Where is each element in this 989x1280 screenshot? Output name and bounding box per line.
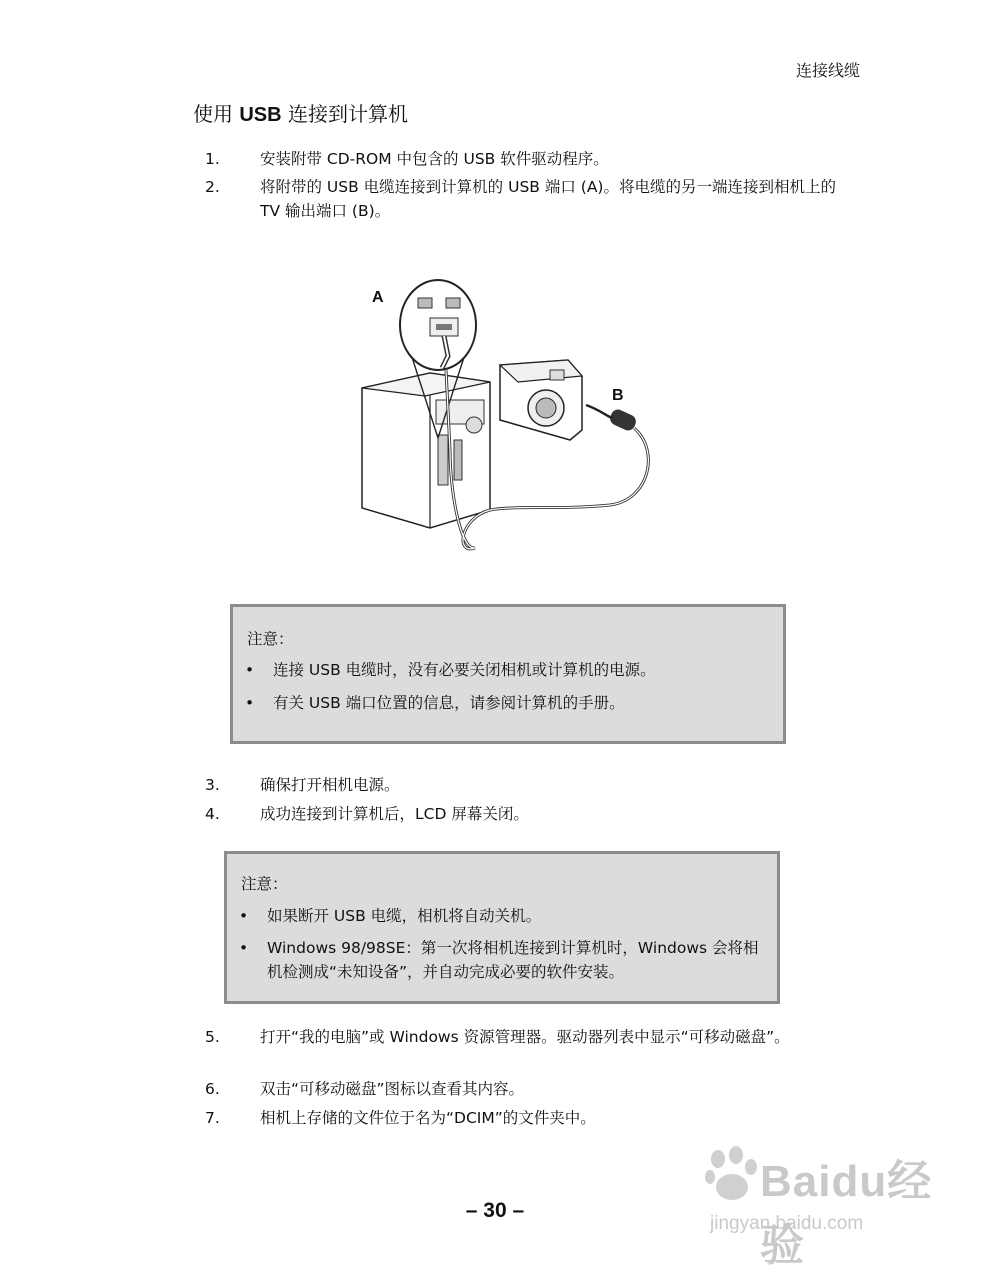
bullet-icon: • [239,939,249,957]
page-number: – 30 – [465,1199,525,1222]
note-box-2: 注意： • 如果断开 USB 电缆，相机将自动关机。 • Windows 98/98SE：第一次将相机连接到计算机时，Windows 会将相机检测成“未知设备”，并自动完成必要的软件安装。 [224,851,780,1004]
watermark-brand: Baidu经验 [760,1157,933,1270]
baidu-watermark [700,1145,940,1270]
usb-connection-illustration [350,270,670,570]
figure-label-b: B [612,387,624,404]
figure-label-a: A [372,289,384,306]
paw-icon [704,1145,760,1205]
page-title: 使用 USB 连接到计算机 [193,102,408,126]
note-title: 注意： [241,875,288,893]
section-header: 连接线缆 [795,61,860,80]
note-title: 注意： [247,630,294,648]
bullet-icon: • [239,907,249,925]
title-usb: USB [239,104,282,126]
watermark-url: jingyan.baidu.com [710,1213,864,1234]
bullet-icon: • [245,661,255,679]
bullet-icon: • [245,694,255,712]
note-box-1: 注意： • 连接 USB 电缆时，没有必要关闭相机或计算机的电源。 • 有关 USB 端口位置的信息，请参阅计算机的手册。 [230,604,786,744]
